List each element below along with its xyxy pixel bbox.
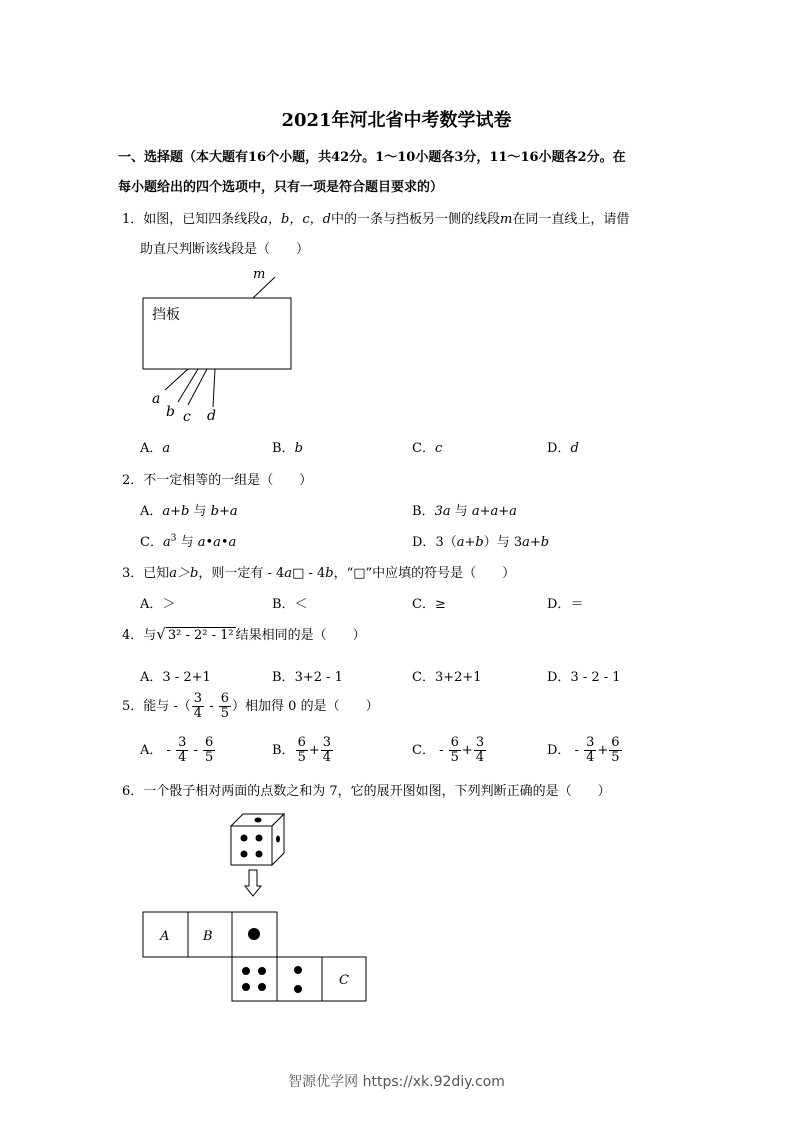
q5-option-a[interactable]: A． - $\frac{3}{4}$ - $\frac{6}{5}$	[140, 735, 214, 765]
radical-sign: √	[156, 625, 166, 643]
q2-option-a[interactable]: A．a+b 与 b+a	[140, 504, 238, 519]
segment-a	[165, 369, 188, 390]
q5-option-d[interactable]: D． - $\frac{3}{4}$ + $\frac{6}{5}$	[547, 735, 620, 765]
q3-option-c[interactable]: C．≥	[412, 597, 446, 612]
q2-stem: 2．不一定相等的一组是（ ）	[122, 473, 313, 488]
label-c: c	[183, 409, 191, 425]
net-face-two	[277, 957, 322, 1001]
net-face-four	[232, 957, 277, 1001]
q5-frac-1: $\frac{3}{4}$	[193, 691, 203, 721]
radicand: 3² - 2² - 1²	[167, 628, 234, 643]
label-d: d	[207, 408, 216, 424]
label-b: b	[166, 404, 175, 420]
net-label-a: A	[160, 929, 170, 944]
q5-frac-2: $\frac{6}{5}$	[220, 691, 230, 721]
q1-figure	[135, 262, 305, 427]
net-label-c: C	[339, 973, 349, 988]
down-arrow-icon	[243, 868, 263, 898]
q5-option-c[interactable]: C． - $\frac{6}{5}$ + $\frac{3}{4}$	[412, 735, 485, 765]
q4-option-d[interactable]: D．3 - 2 - 1	[547, 670, 621, 685]
segment-b	[178, 369, 198, 402]
q3-option-d[interactable]: D．＝	[547, 597, 584, 612]
dice-net	[140, 910, 370, 1005]
net-label-b: B	[203, 929, 213, 944]
q2-option-c[interactable]: C．$a^3$ 与 a•a•a	[140, 533, 237, 550]
q1-stem-line1: 1．如图，已知四条线段a，b，c，d中的一条与挡板另一侧的线段m在同一直线上，请借	[122, 212, 630, 227]
label-a: a	[152, 391, 161, 407]
q2-option-b[interactable]: B．3a 与 a+a+a	[412, 504, 517, 519]
section-heading-line1: 一、选择题（本大题有16个小题，共42分。1～10小题各3分，11～16小题各2分。在	[118, 150, 626, 165]
footer-watermark: 智源优学网 https://xk.92diy.com	[288, 1074, 505, 1090]
q3-option-b[interactable]: B．＜	[272, 597, 308, 612]
q4-option-b[interactable]: B．3+2 - 1	[272, 670, 343, 685]
q1-option-c[interactable]: C．c	[412, 441, 443, 456]
dice-3d	[225, 808, 290, 868]
q2-option-d[interactable]: D．3（a+b）与 3a+b	[412, 535, 550, 550]
q5-option-b[interactable]: B． $\frac{6}{5}$ + $\frac{3}{4}$	[272, 735, 332, 765]
q6-stem: 6．一个骰子相对两面的点数之和为 7，它的展开图如图，下列判断正确的是（ ）	[122, 784, 611, 799]
section-heading-line2: 每小题给出的四个选项中，只有一项是符合题目要求的）	[118, 180, 444, 195]
label-m: m	[253, 267, 266, 282]
q4-option-a[interactable]: A．3 - 2+1	[140, 670, 211, 685]
q5-stem: 5．能与 -（ $\frac{3}{4}$ - $\frac{6}{5}$ ）相加得 0 的是（ ）	[122, 691, 379, 721]
segment-c	[188, 369, 207, 405]
q4-stem: 4．与√ 3² - 2² - 1² 结果相同的是（ ）	[122, 625, 366, 643]
segment-d	[213, 369, 215, 407]
q1-stem-line2: 助直尺判断该线段是（ ）	[140, 242, 310, 257]
q3-stem: 3．已知a＞b，则一定有 - 4a□ - 4b，“□”中应填的符号是（ ）	[122, 566, 516, 581]
q1-option-d[interactable]: D．d	[547, 441, 579, 456]
q1-option-b[interactable]: B．b	[272, 441, 303, 456]
page-title: 2021年河北省中考数学试卷	[281, 110, 512, 131]
q3-option-a[interactable]: A．＞	[140, 597, 176, 612]
q1-option-a[interactable]: A．a	[140, 441, 171, 456]
q4-option-c[interactable]: C．3+2+1	[412, 670, 482, 685]
board-label: 挡板	[152, 307, 180, 323]
